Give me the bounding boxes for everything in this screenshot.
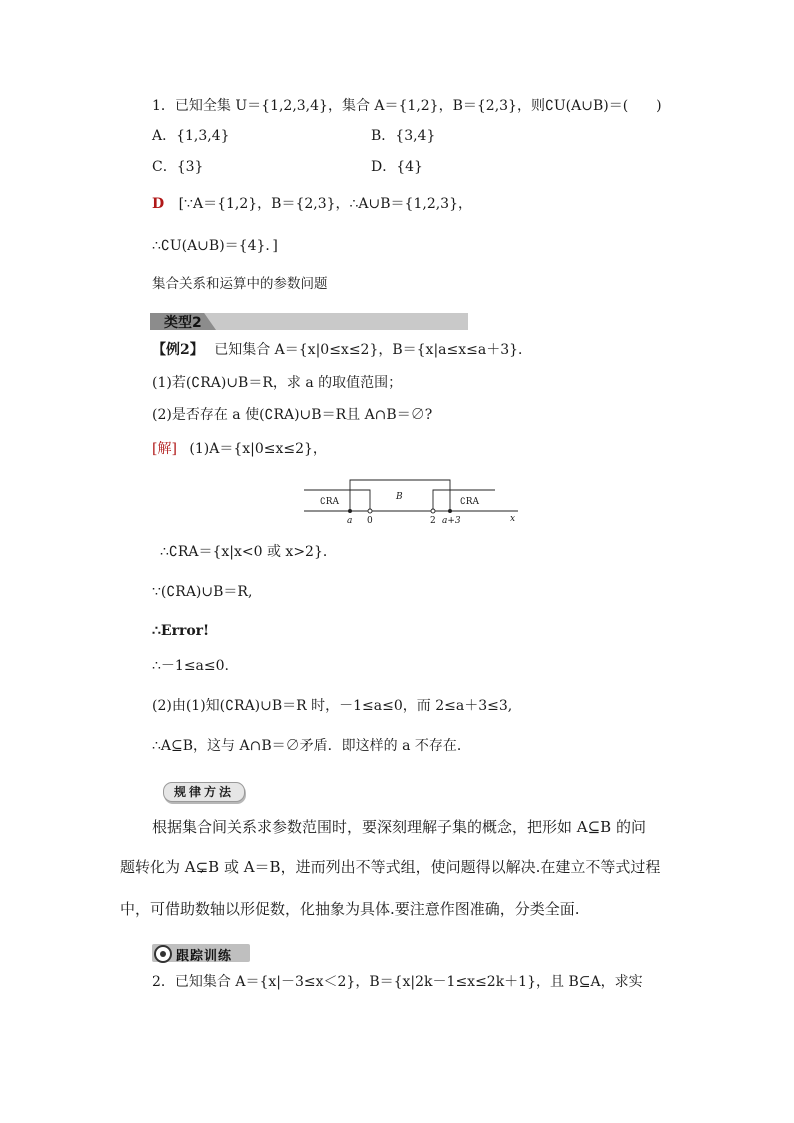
solution-line-2: ∵(∁RA)∪B＝R, xyxy=(152,584,253,600)
method-paragraph-line-1: 根据集合间关系求参数范围时，要深刻理解子集的概念，把形如 A⊆B 的问 xyxy=(152,818,646,836)
answer-letter: D xyxy=(152,196,165,212)
question-1-option-a: A．{1,3,4} xyxy=(152,128,230,144)
example-stem-text: 已知集合 A＝{x|0≤x≤2}，B＝{x|a≤x≤a＋3}． xyxy=(214,342,533,358)
type-banner xyxy=(150,313,468,330)
example-2-stem xyxy=(152,342,532,359)
question-2-stem: 2．已知集合 A＝{x|－3≤x＜2}，B＝{x|2k－1≤x≤2k＋1}，且 B⊆A，求实 xyxy=(152,974,643,990)
tick-label-a: a xyxy=(347,516,353,526)
solution-line-4: ∴－1≤a≤0. xyxy=(152,658,229,674)
question-1-solution xyxy=(152,196,472,213)
method-badge: 规律方法 xyxy=(163,782,245,802)
solution-line-6: ∴A⊆B，这与 A∩B＝∅矛盾．即这样的 a 不存在． xyxy=(152,738,471,754)
type-banner-label: 类型2 xyxy=(164,315,202,331)
question-1-option-b: B．{3,4} xyxy=(371,128,436,144)
solve-line-1: (1)A＝{x|0≤x≤2}， xyxy=(189,441,327,457)
number-line-diagram xyxy=(300,478,530,528)
solution-start xyxy=(152,441,327,458)
practice-badge-label: 跟踪训练 xyxy=(176,949,233,964)
example-2-part-2: (2)是否存在 a 使(∁RA)∪B＝R且 A∩B＝∅? xyxy=(152,407,433,423)
section-heading: 集合关系和运算中的参数问题 xyxy=(152,276,328,292)
solution-line-1: ∴∁RA＝{x|x<0 或 x>2}． xyxy=(160,544,337,560)
example-tag: 【例2】 xyxy=(152,342,204,358)
solution-line: [∵A＝{1,2}，B＝{2,3}，∴A∪B＝{1,2,3}， xyxy=(178,196,472,212)
example-2-part-1: (1)若(∁RA)∪B＝R，求 a 的取值范围； xyxy=(152,375,403,391)
solution-line-5: (2)由(1)知(∁RA)∪B＝R 时，－1≤a≤0，而 2≤a＋3≤3, xyxy=(152,698,513,714)
point-a xyxy=(348,509,352,513)
solve-tag: [解] xyxy=(152,441,177,457)
tick-label-0: 0 xyxy=(367,516,373,526)
region-label-b: B xyxy=(396,492,403,502)
practice-badge xyxy=(152,944,250,962)
question-1-option-d: D．{4} xyxy=(371,159,423,175)
question-1-option-c: C．{3} xyxy=(152,159,204,175)
question-1-stem: 1．已知全集 U＝{1,2,3,4}，集合 A＝{1,2}，B＝{2,3}，则∁U(A∪B)＝( ) xyxy=(152,98,662,114)
question-1-solution-cont: ∴∁U(A∪B)＝{4}．] xyxy=(152,238,278,254)
point-0 xyxy=(368,509,372,513)
axis-variable-label: x xyxy=(510,514,516,524)
point-a-plus-3 xyxy=(448,509,452,513)
tick-label-a-plus-3: a+3 xyxy=(442,516,461,526)
target-icon xyxy=(154,945,172,963)
method-paragraph-line-2: 题转化为 A⊊B 或 A＝B，进而列出不等式组，使问题得以解决.在建立不等式过程 xyxy=(120,858,661,876)
method-paragraph-line-3: 中，可借助数轴以形促数，化抽象为具体.要注意作图准确，分类全面. xyxy=(120,900,580,918)
point-2 xyxy=(431,509,435,513)
solution-line-3: ∴Error! xyxy=(152,623,210,639)
region-label-complement-right: ∁RA xyxy=(460,497,480,507)
tick-label-2: 2 xyxy=(430,516,436,526)
region-label-complement-left: ∁RA xyxy=(320,497,340,507)
